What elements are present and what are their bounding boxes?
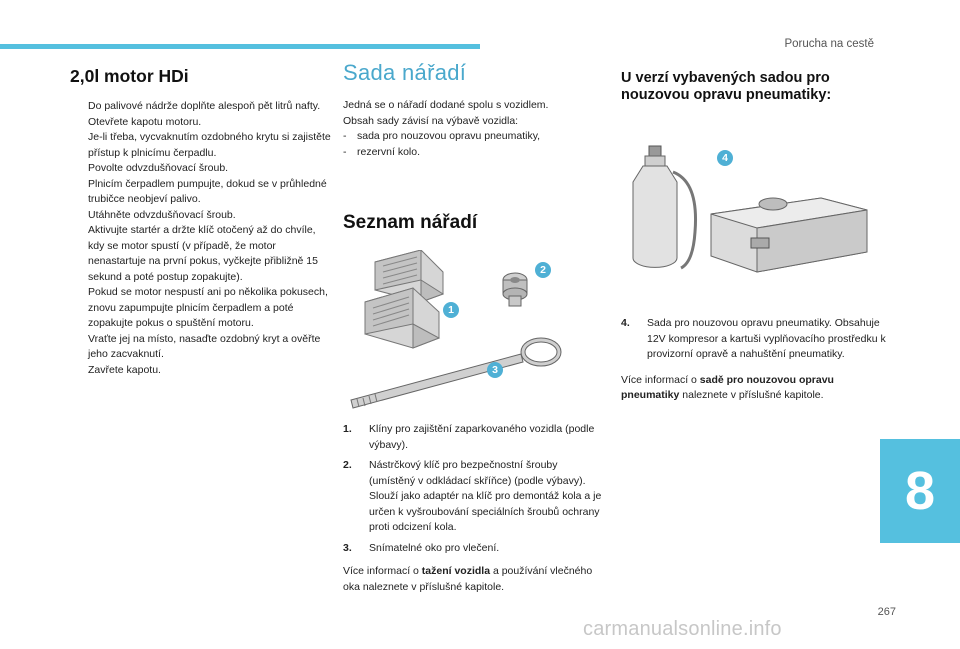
list-item: Je-li třeba, vycvaknutím ozdobného krytu si zajistěte přístup k plnicímu čerpadlu. (88, 131, 331, 159)
towing-eye-icon (351, 340, 559, 408)
column-engine-hdi (70, 60, 332, 378)
compressor-icon (711, 198, 867, 272)
socket-key-icon (503, 273, 527, 306)
tool-kit-intro-1: Jedná se o nářadí dodané spolu s vozidlem. (343, 99, 549, 111)
badge-4: 4 (717, 150, 733, 166)
list-item: - rezervní kolo. (343, 145, 421, 158)
engine-steps-list (70, 99, 332, 378)
top-accent-bar (0, 44, 480, 49)
list-item: Povolte odvzdušňovací šroub. (88, 162, 229, 174)
badge-2: 2 (535, 262, 551, 278)
list-item: Utáhněte odvzdušňovací šroub. (88, 208, 236, 221)
list-item: 3. Snímatelné oko pro vlečení. (343, 541, 500, 554)
towing-more-info: Více informací o tažení vozidla a používání vlečného oka naleznete v příslušné kapitole. (343, 565, 593, 593)
tool-kit-intro-2: Obsah sady závisí na výbavě vozidla: (343, 114, 519, 127)
list-item: Pokud se motor nespustí ani po několika pokusech, znovu zapumpujte plnicím čerpadlem a poté zopakujte pokus o spuštění motoru. (88, 286, 328, 329)
repair-kit-drawing (621, 142, 886, 292)
sealant-bottle-icon (633, 146, 696, 268)
list-item: Zavřete kapotu. (88, 363, 161, 376)
chapter-number-tab: 8 (880, 439, 960, 543)
tools-drawing (343, 250, 605, 410)
column-repair-kit (621, 60, 886, 404)
tools-numbered-list (343, 422, 605, 556)
repair-kit-title: U verzí vybavených sadou pro nouzovou opravu pneumatiky: (621, 70, 832, 103)
repair-kit-more-info: Více informací o sadě pro nouzovou opravu pneumatiky naleznete v příslušné kapitole. (621, 373, 834, 401)
page-number: 267 (877, 606, 896, 618)
list-item: Vraťte jej na místo, nasaďte ozdobný kryt a ověřte jeho zacvaknutí. (88, 332, 321, 360)
engine-section-title: 2,0l motor HDi (70, 66, 189, 86)
list-item: 4. Sada pro nouzovou opravu pneumatiky. Obsahuje 12V kompresor a kartuši vyplňovacího prostředku k provizorní opravě a nahuštění pneumatiky. (621, 317, 886, 360)
list-item: 2. Nástrčkový klíč pro bezpečnostní šrouby (umístěný v odkládací skříňce) (podle výbavy). Slouží jako adaptér na klíč pro demontáž kola a je určen k vyšroubování speciálních šroubů ochrany proti odcizení kola. (343, 459, 602, 533)
watermark-text: carmanualsonline.info (583, 618, 782, 640)
tool-kit-title: Sada nářadí (343, 60, 467, 85)
repair-kit-list (621, 316, 886, 363)
list-item: 1. Klíny pro zajištění zaparkovaného vozidla (podle výbavy). (343, 423, 595, 451)
list-item: - sada pro nouzovou opravu pneumatiky, (343, 130, 541, 142)
tools-illustration (343, 250, 605, 410)
repair-kit-illustration (621, 142, 886, 292)
list-item: Do palivové nádrže doplňte alespoň pět litrů nafty. (88, 100, 321, 112)
list-item: Otevřete kapotu motoru. (88, 115, 202, 128)
list-item: Plnicím čerpadlem pumpujte, dokud se v průhledné trubičce neobjeví palivo. (88, 177, 327, 205)
column-tool-kit (343, 60, 605, 595)
list-item: Aktivujte startér a držte klíč otočený až do chvíle, kdy se motor spustí (v případě, že motor nenastartuje na první pokus, vyčkejte přibližně 15 sekund a poté postup zopakujte). (88, 224, 318, 283)
badge-1: 1 (443, 302, 459, 318)
tool-list-title: Seznam nářadí (343, 212, 478, 233)
section-header-label: Porucha na cestě (784, 38, 874, 50)
kit-contents-list (343, 129, 605, 160)
badge-3: 3 (487, 362, 503, 378)
